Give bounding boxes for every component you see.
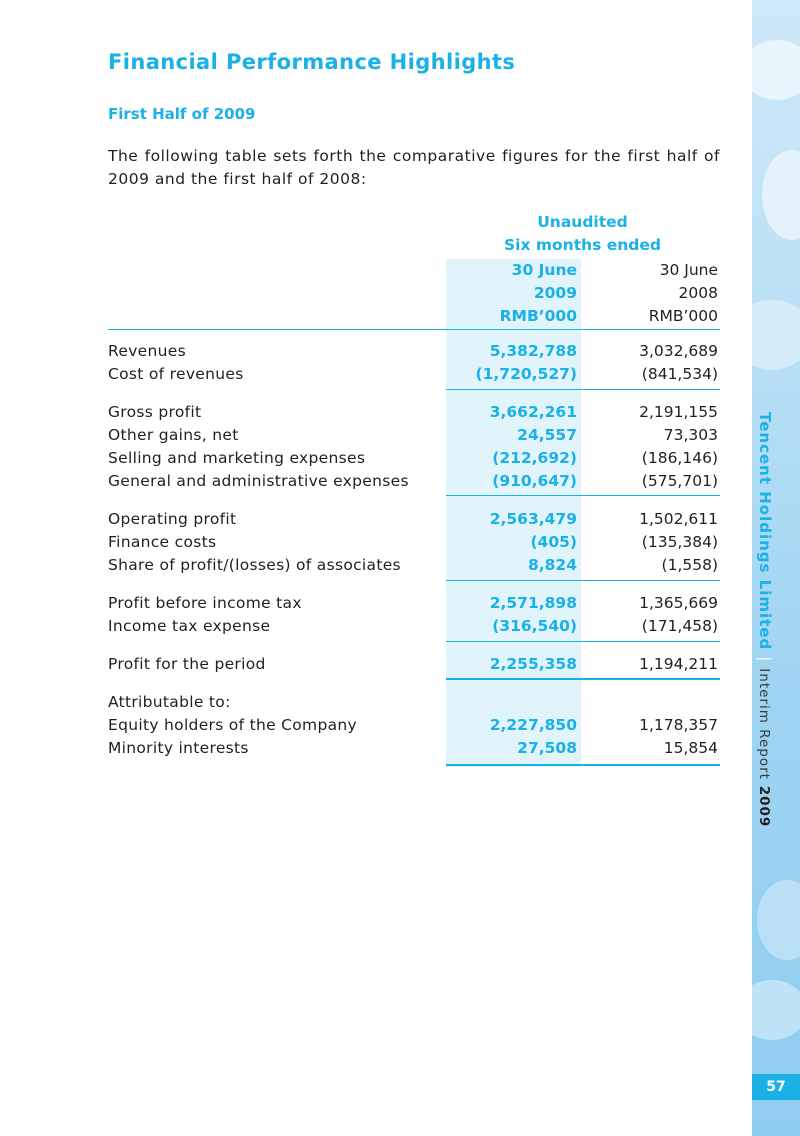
row-label: Attributable to: <box>108 693 231 711</box>
row-value-2009: 2,563,479 <box>489 510 577 528</box>
header-rule <box>108 329 720 330</box>
row-value-2008: 1,502,611 <box>639 510 718 528</box>
row-label: Cost of revenues <box>108 365 244 383</box>
row-label: Equity holders of the Company <box>108 716 357 734</box>
side-report-label: Interim Report <box>756 668 772 780</box>
row-value-2009: (212,692) <box>492 449 577 467</box>
row-value-2008: (135,384) <box>641 533 718 551</box>
row-value-2008: 2,191,155 <box>639 403 718 421</box>
row-value-2009: 8,824 <box>527 556 577 574</box>
cloud-decoration <box>752 300 800 370</box>
side-company-name: Tencent Holdings Limited <box>756 412 774 651</box>
row-value-2008: 15,854 <box>663 739 718 757</box>
side-running-title <box>756 412 774 827</box>
row-label: Revenues <box>108 342 186 360</box>
row-label: Income tax expense <box>108 617 271 635</box>
row-label: Finance costs <box>108 533 217 551</box>
row-label: Other gains, net <box>108 426 239 444</box>
row-value-2009: 3,662,261 <box>489 403 577 421</box>
final-total-rule <box>446 764 720 766</box>
row-value-2008: 1,365,669 <box>639 594 718 612</box>
intro-paragraph: The following table sets forth the comparative figures for the first half of 2009 and the first half of 2008: <box>108 147 720 188</box>
row-label: General and administrative expenses <box>108 472 409 490</box>
header-unaudited: Unaudited <box>537 213 628 231</box>
cloud-decoration <box>752 40 800 100</box>
row-value-2009: 2,255,358 <box>489 655 577 673</box>
row-value-2008: (575,701) <box>641 472 718 490</box>
row-label: Selling and marketing expenses <box>108 449 366 467</box>
subtotal-rule <box>446 641 720 642</box>
subtotal-rule <box>446 389 720 390</box>
row-value-2009: (405) <box>530 533 577 551</box>
subtotal-rule <box>446 495 720 496</box>
row-label: Profit before income tax <box>108 594 302 612</box>
row-label: Share of profit/(losses) of associates <box>108 556 401 574</box>
row-value-2009: 2,571,898 <box>489 594 577 612</box>
side-divider: | <box>756 656 774 663</box>
row-value-2008: (841,534) <box>641 365 718 383</box>
row-value-2008: (1,558) <box>661 556 718 574</box>
total-rule <box>446 678 720 680</box>
col2009-header-unit: RMB’000 <box>499 307 577 325</box>
row-value-2008: (186,146) <box>641 449 718 467</box>
row-value-2009: 2,227,850 <box>489 716 577 734</box>
page-number: 57 <box>752 1074 800 1100</box>
row-label: Operating profit <box>108 510 237 528</box>
row-value-2008: 3,032,689 <box>639 342 718 360</box>
row-value-2008: (171,458) <box>641 617 718 635</box>
cloud-decoration <box>762 150 800 240</box>
page-title: Financial Performance Highlights <box>108 50 516 74</box>
row-value-2009: 27,508 <box>517 739 577 757</box>
subtotal-rule <box>446 580 720 581</box>
col2008-header-date: 30 June <box>659 261 718 279</box>
header-six-months: Six months ended <box>503 236 662 254</box>
section-subtitle: First Half of 2009 <box>108 105 256 123</box>
col2009-header-year: 2009 <box>533 284 577 302</box>
row-value-2008: 1,194,211 <box>639 655 718 673</box>
side-report-year: 2009 <box>756 785 772 828</box>
row-value-2008: 1,178,357 <box>639 716 718 734</box>
row-value-2008: 73,303 <box>663 426 718 444</box>
row-value-2009: 24,557 <box>517 426 577 444</box>
row-value-2009: (1,720,527) <box>475 365 577 383</box>
row-label: Minority interests <box>108 739 249 757</box>
cloud-decoration <box>757 880 800 960</box>
col2008-header-year: 2008 <box>678 284 718 302</box>
cloud-decoration <box>752 980 800 1040</box>
col2008-header-unit: RMB’000 <box>648 307 718 325</box>
row-value-2009: 5,382,788 <box>489 342 577 360</box>
row-label: Gross profit <box>108 403 202 421</box>
row-label: Profit for the period <box>108 655 266 673</box>
col2009-header-date: 30 June <box>511 261 577 279</box>
row-value-2009: (910,647) <box>492 472 577 490</box>
row-value-2009: (316,540) <box>492 617 577 635</box>
